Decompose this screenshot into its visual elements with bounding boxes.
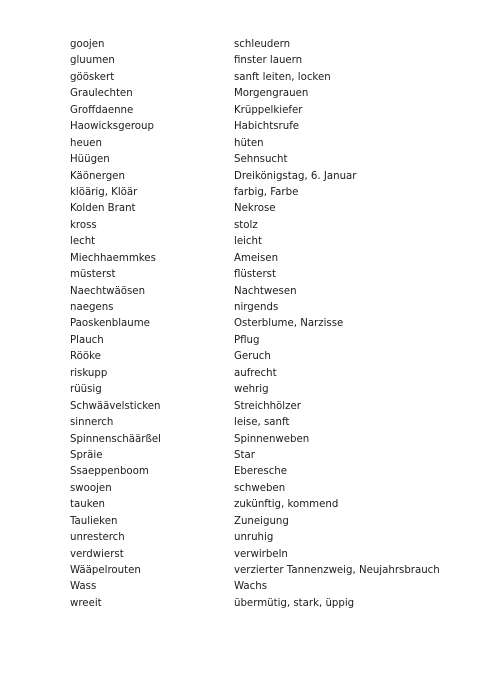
glossary-meaning: Wachs	[234, 581, 268, 593]
glossary-term: lecht	[70, 236, 96, 248]
glossary-term: Kolden Brant	[70, 203, 136, 215]
glossary-term: swoojen	[70, 482, 112, 494]
glossary-meaning: Morgengrauen	[234, 88, 309, 100]
glossary-row	[70, 53, 470, 69]
glossary-meaning: Star	[234, 449, 255, 461]
glossary-row	[70, 366, 470, 382]
glossary-row	[70, 119, 470, 135]
glossary-row	[70, 349, 470, 365]
glossary-row	[70, 563, 470, 579]
glossary-term: rüüsig	[70, 384, 102, 396]
glossary-row	[70, 481, 470, 497]
glossary-row	[70, 284, 470, 300]
glossary-meaning: Ameisen	[234, 252, 279, 264]
glossary-row	[70, 596, 470, 612]
glossary-meaning: wehrig	[234, 384, 269, 396]
glossary-row	[70, 86, 470, 102]
glossary-term: unresterch	[70, 532, 125, 544]
glossary-meaning: stolz	[234, 219, 258, 231]
glossary-meaning: Krüppelkiefer	[234, 104, 303, 116]
glossary-meaning: übermütig, stark, üppig	[234, 597, 355, 609]
glossary-meaning: verzierter Tannenzweig, Neujahrsbrauch	[234, 565, 440, 576]
glossary-meaning: farbig, Farbe	[234, 186, 299, 198]
glossary-meaning: Nachtwesen	[234, 285, 297, 297]
glossary-row	[70, 300, 470, 316]
glossary-term: tauken	[70, 499, 105, 511]
glossary-term: wreeit	[70, 597, 102, 609]
glossary-term: heuen	[70, 137, 102, 149]
glossary-row	[70, 579, 470, 595]
glossary-term: Käönergen	[70, 170, 125, 182]
glossary-term: Ssaeppenboom	[70, 466, 149, 478]
glossary-row	[70, 70, 470, 86]
glossary-meaning: Nekrose	[234, 203, 276, 215]
glossary-term: Taulieken	[70, 515, 118, 527]
glossary-row	[70, 201, 470, 217]
glossary-term: Paoskenblaume	[70, 318, 150, 330]
glossary-row	[70, 415, 470, 431]
glossary-meaning: schweben	[234, 482, 286, 494]
glossary-row	[70, 251, 470, 267]
glossary-row	[70, 136, 470, 152]
glossary-term: Schwäävelsticken	[70, 400, 161, 412]
glossary-meaning: finster lauern	[234, 55, 303, 67]
glossary-term: verdwierst	[70, 548, 124, 560]
glossary-term: Haowicksgeroup	[70, 121, 154, 133]
glossary-row	[70, 399, 470, 415]
glossary-row	[70, 316, 470, 332]
glossary-meaning: Habichtsrufe	[234, 121, 300, 133]
glossary-meaning: zukünftig, kommend	[234, 499, 339, 511]
glossary-term: Spräie	[70, 449, 103, 461]
glossary-row	[70, 530, 470, 546]
glossary-meaning: unruhig	[234, 532, 274, 544]
glossary-meaning: leicht	[234, 236, 262, 248]
glossary-term: goojen	[70, 39, 105, 50]
glossary-meaning: flüsterst	[234, 269, 276, 281]
glossary-meaning: nirgends	[234, 302, 279, 313]
glossary-term: sinnerch	[70, 417, 114, 429]
glossary-term: klöärig, Klöär	[70, 186, 138, 198]
glossary-row	[70, 37, 470, 53]
glossary-meaning: Dreikönigstag, 6. Januar	[234, 170, 357, 182]
glossary-term: Miechhaemmkes	[70, 252, 156, 264]
glossary-row	[70, 267, 470, 283]
glossary-row	[70, 432, 470, 448]
glossary-term: Rööke	[70, 351, 101, 363]
glossary-row	[70, 333, 470, 349]
glossary-row	[70, 464, 470, 480]
glossary-row	[70, 497, 470, 513]
glossary-row	[70, 234, 470, 250]
glossary-meaning: leise, sanft	[234, 417, 290, 429]
glossary-row	[70, 169, 470, 185]
glossary-term: gööskert	[70, 71, 115, 83]
glossary-term: Hüügen	[70, 154, 110, 166]
glossary-meaning: hüten	[234, 137, 264, 149]
glossary-meaning: schleudern	[234, 39, 291, 50]
glossary-row	[70, 152, 470, 168]
glossary-meaning: Eberesche	[234, 466, 288, 478]
glossary-meaning: Spinnenweben	[234, 433, 310, 445]
glossary-row	[70, 382, 470, 398]
glossary-meaning: Geruch	[234, 351, 271, 363]
glossary-row	[70, 218, 470, 234]
glossary-row	[70, 514, 470, 530]
glossary-term: riskupp	[70, 367, 108, 379]
glossary-row	[70, 448, 470, 464]
glossary-list	[70, 37, 470, 612]
glossary-term: kross	[70, 219, 97, 231]
glossary-meaning: sanft leiten, locken	[234, 71, 331, 83]
glossary-term: müsterst	[70, 269, 116, 281]
glossary-meaning: verwirbeln	[234, 548, 288, 560]
glossary-term: Wass	[70, 581, 97, 593]
glossary-meaning: Pflug	[234, 334, 260, 346]
glossary-term: Graulechten	[70, 88, 133, 100]
glossary-term: naegens	[70, 302, 114, 313]
glossary-meaning: Sehnsucht	[234, 154, 288, 166]
glossary-term: Wääpelrouten	[70, 565, 141, 576]
glossary-meaning: Zuneigung	[234, 515, 289, 527]
glossary-term: Plauch	[70, 334, 104, 346]
glossary-row	[70, 547, 470, 563]
glossary-term: gluumen	[70, 55, 115, 67]
glossary-row	[70, 185, 470, 201]
glossary-row	[70, 103, 470, 119]
glossary-meaning: Osterblume, Narzisse	[234, 318, 344, 330]
glossary-term: Naechtwäösen	[70, 285, 146, 297]
glossary-term: Spinnenschäärßel	[70, 433, 161, 445]
glossary-meaning: aufrecht	[234, 367, 277, 379]
glossary-term: Groffdaenne	[70, 104, 134, 116]
glossary-meaning: Streichhölzer	[234, 400, 301, 412]
